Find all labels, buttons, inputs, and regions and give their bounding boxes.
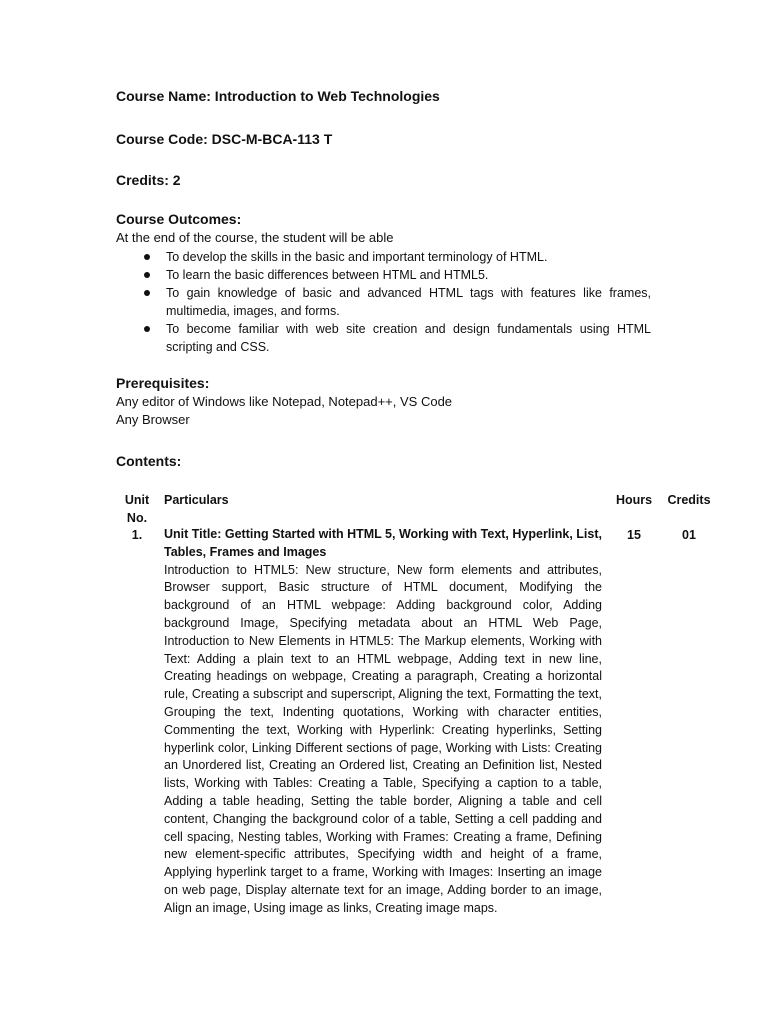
outcome-item: To become familiar with web site creation and design fundamentals using HTML scripting and CSS. — [140, 320, 651, 356]
bullet-icon — [144, 254, 150, 260]
unit-number: 1. — [131, 528, 143, 542]
unit-particulars — [164, 526, 602, 918]
outcome-item: To develop the skills in the basic and important terminology of HTML. — [140, 248, 651, 266]
outcome-item: To gain knowledge of basic and advanced HTML tags with features like frames, multimedia, images, and forms. — [140, 284, 651, 320]
course-name: Course Name: Introduction to Web Technologies — [116, 88, 440, 104]
outcome-item: To learn the basic differences between HTML and HTML5. — [140, 266, 651, 284]
unit-description: Introduction to HTML5: New structure, New form elements and attributes, Browser support, Basic structure of HTML document, Modifying the background of an HTML webpage: Adding background color, Adding background Image, Specifying metadata about an HTML Web Page, Introduction to New Elements in HTML5: The Markup elements, Working with Text: Adding a plain text to an HTML webpage, Adding text in new line, Creating headings on webpage, Creating a paragraph, Creating a horizontal rule, Creating a subscript and superscript, Aligning the text, Formatting the text, Grouping the text, Indenting quotations, Working with character entities, Commenting the text, Working with Hyperlink: Creating hyperlinks, Setting hyperlink color, Linking Different sections of page, Working with Lists: Creating an Unordered list, Creating an Ordered list, Creating an Definition list, Nested lists, Working with Tables: Creating a Table, Specifying a caption to a table, Adding a table heading, Setting the table border, Aligning a table and cell content, Changing the background color of a table, Setting a cell padding and cell spacing, Nesting tables, Working with Frames: Creating a frame, Defining new element-specific attributes, Specifying width and height of a frame, Applying hyperlink target to a frame, Working with Images: Inserting an image on web page, Display alternate text for an image, Adding border to an image, Align an image, Using image as links, Creating image maps. — [164, 562, 602, 915]
header-particulars: Particulars — [164, 493, 229, 507]
header-credits: Credits — [667, 493, 711, 507]
unit-hours: 15 — [627, 528, 641, 542]
bullet-icon — [144, 290, 150, 296]
outcomes-list — [140, 248, 651, 356]
bullet-icon — [144, 326, 150, 332]
course-code: Course Code: DSC-M-BCA-113 T — [116, 131, 333, 147]
outcomes-intro: At the end of the course, the student will be able — [116, 230, 394, 245]
unit-title: Unit Title: Getting Started with HTML 5, Working with Text, Hyperlink, List, Tables, Frames and Images — [164, 527, 602, 559]
prerequisite-line: Any editor of Windows like Notepad, Notepad++, VS Code — [116, 394, 453, 409]
prerequisites-heading: Prerequisites: — [116, 375, 210, 391]
outcomes-heading: Course Outcomes: — [116, 211, 242, 227]
unit-credits: 01 — [682, 528, 696, 542]
bullet-icon — [144, 272, 150, 278]
header-hours: Hours — [615, 493, 653, 507]
header-unit-no: Unit No. — [124, 493, 150, 525]
prerequisite-line: Any Browser — [116, 412, 190, 427]
course-credits: Credits: 2 — [116, 172, 181, 188]
contents-heading: Contents: — [116, 453, 182, 469]
